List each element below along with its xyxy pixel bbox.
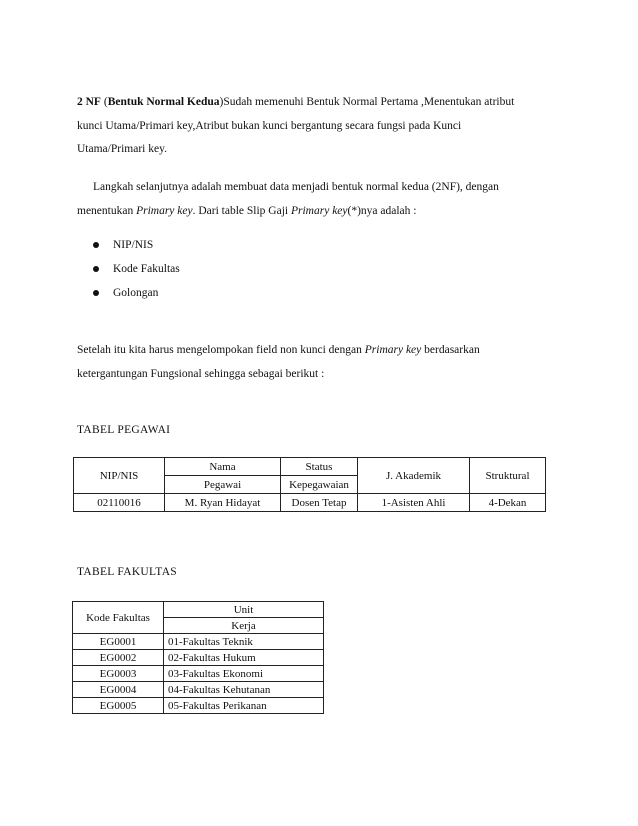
header-status-bottom: Kepegawaian xyxy=(281,476,358,494)
intro-paragraph: 2 NF (Bentuk Normal Kedua)Sudah memenuhi Bentuk Normal Pertama ,Menentukan atribut kunci Utama/Primari key,Atribut bukan kunci bergantung secara fungsi pada Kunci Utama/Primari key. xyxy=(77,96,515,155)
table-row: EG0001 01-Fakultas Teknik xyxy=(73,634,324,650)
primary-key-term-3: Primary key xyxy=(364,344,422,356)
table-row: EG0002 02-Fakultas Hukum xyxy=(73,650,324,666)
header-nama-top: Nama xyxy=(165,458,281,476)
tabel-pegawai xyxy=(73,457,546,512)
header-status-top: Status xyxy=(281,458,358,476)
header-struktural: Struktural xyxy=(470,458,546,494)
grouping-line-2: ketergantungan Fungsional sehingga sebagai berikut : xyxy=(77,367,325,380)
primary-key-term-2: Primary key xyxy=(290,204,348,217)
step-line-2a: menentukan xyxy=(77,204,134,217)
grouping-line-1b: berdasarkan xyxy=(424,344,480,356)
step-paragraph xyxy=(77,176,557,223)
list-item: NIP/NIS xyxy=(93,233,180,257)
table-row: EG0003 03-Fakultas Ekonomi xyxy=(73,666,324,682)
bullet-icon xyxy=(93,290,99,296)
intro-line-2: kunci Utama/Primari key,Atribut bukan kunci bergantung secara fungsi pada Kunci xyxy=(77,119,462,132)
step-line-1: Langkah selanjutnya adalah membuat data menjadi bentuk normal kedua (2NF), dengan xyxy=(93,181,499,193)
intro-label: 2 NF xyxy=(77,96,101,108)
table-row: 02110016 M. Ryan Hidayat Dosen Tetap 1-Asisten Ahli 4-Dekan xyxy=(74,494,546,512)
step-line-2b: . Dari table Slip Gaji xyxy=(192,204,289,217)
intro-line-1: Sudah memenuhi Bentuk Normal Pertama ,Menentukan atribut xyxy=(223,96,515,108)
intro-label-paren: Bentuk Normal Kedua xyxy=(107,96,220,108)
header-kode-fakultas: Kode Fakultas xyxy=(73,602,164,634)
primary-key-list xyxy=(93,233,180,305)
table-row: EG0004 04-Fakultas Kehutanan xyxy=(73,682,324,698)
table-row: EG0005 05-Fakultas Perikanan xyxy=(73,698,324,714)
tabel-fakultas xyxy=(72,601,324,714)
primary-key-term-1: Primary key xyxy=(136,204,193,217)
intro-line-3: Utama/Primari key. xyxy=(77,143,167,155)
grouping-paragraph xyxy=(77,339,557,386)
header-akademik: J. Akademik xyxy=(358,458,470,494)
bullet-icon xyxy=(93,242,99,248)
header-unit-bottom: Kerja xyxy=(164,618,324,634)
list-item: Golongan xyxy=(93,281,180,305)
header-nip: NIP/NIS xyxy=(74,458,165,494)
step-line-2c: (*)nya adalah : xyxy=(347,204,417,217)
list-item: Kode Fakultas xyxy=(93,257,180,281)
tabel-fakultas-title: TABEL FAKULTAS xyxy=(77,566,178,578)
tabel-pegawai-title: TABEL PEGAWAI xyxy=(77,424,171,436)
grouping-line-1a: Setelah itu kita harus mengelompokan field non kunci dengan xyxy=(77,344,362,356)
bullet-icon xyxy=(93,266,99,272)
header-nama-bottom: Pegawai xyxy=(165,476,281,494)
header-unit-top: Unit xyxy=(164,602,324,618)
